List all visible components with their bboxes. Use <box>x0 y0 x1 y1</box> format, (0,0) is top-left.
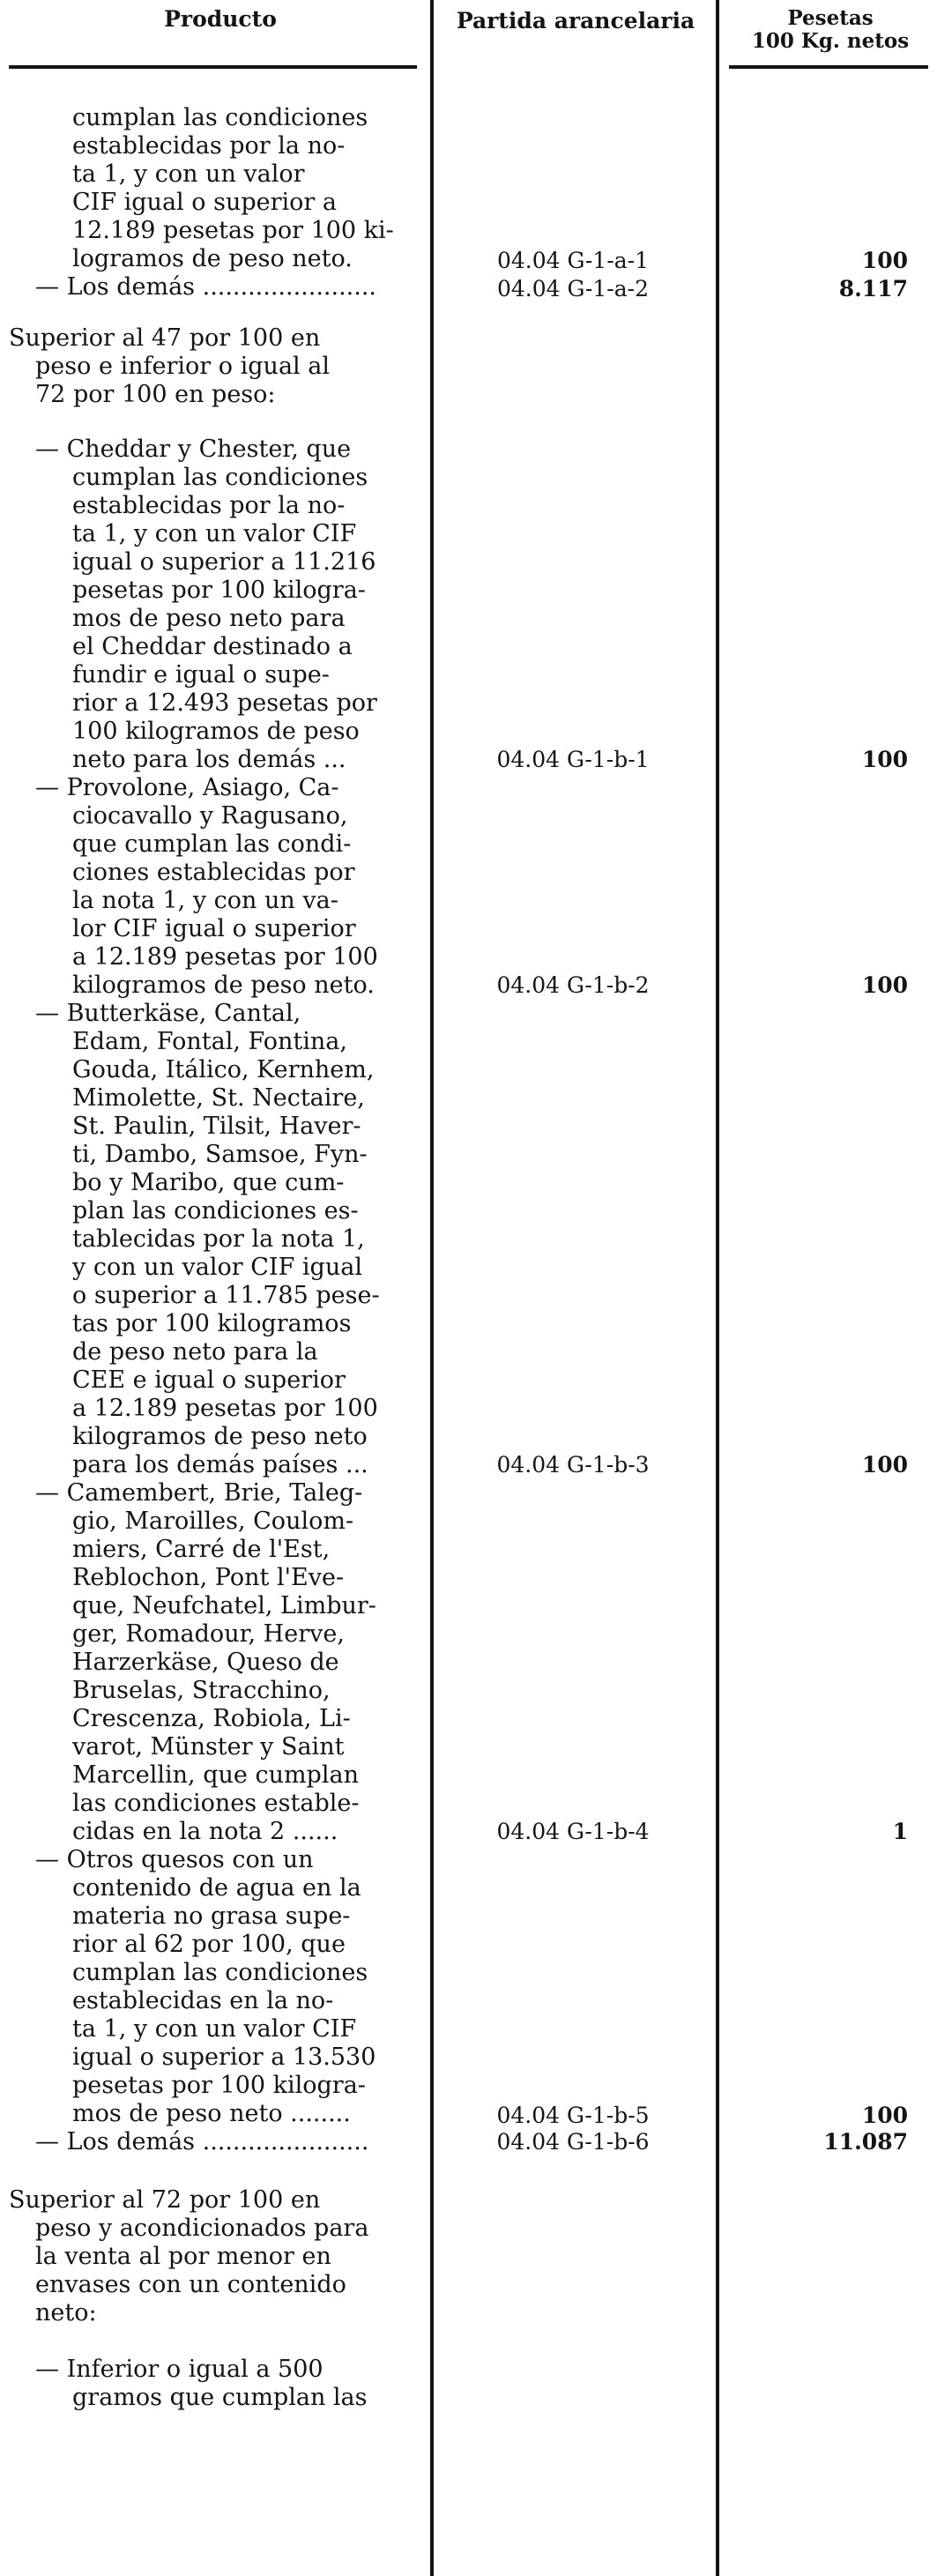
text-line: CEE e igual o superior <box>72 1366 346 1394</box>
text-line: Harzerkäse, Queso de <box>72 1649 339 1676</box>
text-line: bo y Maribo, que cum- <box>72 1169 345 1196</box>
text-line: cumplan las condiciones <box>72 104 368 131</box>
text-line: kilogramos de peso neto <box>72 1423 368 1450</box>
tariff-value: 100 <box>861 747 908 772</box>
header-rule-right <box>729 65 928 69</box>
text-line: tas por 100 kilogramos <box>72 1310 352 1337</box>
tariff-value: 1 <box>892 1819 908 1844</box>
tariff-code: 04.04 G-1-b-4 <box>496 1819 650 1844</box>
text-line: igual o superior a 11.216 <box>72 548 376 576</box>
text-line: 100 kilogramos de peso <box>72 718 360 745</box>
text-line: — Camembert, Brie, Taleg- <box>35 1479 363 1507</box>
text-line: fundir e igual o supe- <box>72 661 330 689</box>
text-line: ta 1, y con un valor CIF <box>72 2015 357 2043</box>
text-line: a 12.189 pesetas por 100 <box>72 943 378 971</box>
column-divider-left <box>430 0 434 2576</box>
header-rule-left <box>9 65 417 69</box>
header-pesetas-line2: 100 Kg. netos <box>751 29 910 53</box>
text-line: rior al 62 por 100, que <box>72 1931 346 1958</box>
text-line: establecidas por la no- <box>72 132 346 160</box>
text-line: o superior a 11.785 pese- <box>72 1282 380 1309</box>
text-line: 72 por 100 en peso: <box>35 381 276 408</box>
text-line: Superior al 47 por 100 en <box>9 324 321 352</box>
text-line: Crescenza, Robiola, Li- <box>72 1705 351 1732</box>
tariff-code: 04.04 G-1-b-2 <box>496 972 650 998</box>
text-line: varot, Münster y Saint <box>72 1733 345 1761</box>
text-line: logramos de peso neto. <box>72 245 353 272</box>
tariff-value: 100 <box>861 972 908 998</box>
text-line: ciocavallo y Ragusano, <box>72 802 348 830</box>
text-line: contenido de agua en la <box>72 1874 361 1902</box>
text-line: establecidas en la no- <box>72 1987 334 2014</box>
text-line: — Provolone, Asiago, Ca- <box>35 774 339 801</box>
text-line: Mimolette, St. Nectaire, <box>72 1084 365 1112</box>
text-line: CIF igual o superior a <box>72 189 337 216</box>
tariff-code: 04.04 G-1-b-1 <box>496 747 650 772</box>
text-line: gramos que cumplan las <box>72 2384 368 2411</box>
tariff-value: 100 <box>861 248 908 273</box>
text-line: la venta al por menor en <box>35 2243 331 2270</box>
tariff-code: 04.04 G-1-a-1 <box>496 248 649 273</box>
tariff-code: 04.04 G-1-b-6 <box>496 2129 650 2155</box>
header-partida-arancelaria: Partida arancelaria <box>456 8 695 34</box>
text-line: tablecidas por la nota 1, <box>72 1225 365 1253</box>
text-line: mos de peso neto para <box>72 605 346 632</box>
text-line: envases con un contenido <box>35 2271 346 2298</box>
tariff-value: 8.117 <box>838 276 908 302</box>
text-line: neto para los demás ... <box>72 746 346 773</box>
text-line: kilogramos de peso neto. <box>72 972 375 999</box>
text-line: pesetas por 100 kilogra- <box>72 2072 366 2099</box>
text-line: de peso neto para la <box>72 1338 318 1366</box>
text-line: pesetas por 100 kilogra- <box>72 577 366 604</box>
text-line: las condiciones estable- <box>72 1790 360 1817</box>
tariff-value: 100 <box>861 1452 908 1478</box>
tariff-code: 04.04 G-1-b-5 <box>496 2103 650 2128</box>
text-line: rior a 12.493 pesetas por <box>72 689 377 717</box>
text-line: Superior al 72 por 100 en <box>9 2186 321 2214</box>
text-line: neto: <box>35 2299 97 2327</box>
text-line: ger, Romadour, Herve, <box>72 1620 345 1648</box>
header-pesetas-line1: Pesetas <box>787 6 874 30</box>
text-line: — Los demás ...................... <box>35 2128 369 2155</box>
text-line: igual o superior a 13.530 <box>72 2044 376 2071</box>
text-line: peso e inferior o igual al <box>35 353 330 380</box>
text-line: St. Paulin, Tilsit, Haver- <box>72 1113 361 1140</box>
column-divider-right <box>716 0 719 2576</box>
tariff-code: 04.04 G-1-a-2 <box>496 276 649 302</box>
text-line: a 12.189 pesetas por 100 <box>72 1395 378 1422</box>
text-line: cidas en la nota 2 ...... <box>72 1818 338 1845</box>
text-line: gio, Maroilles, Coulom- <box>72 1508 354 1535</box>
text-line: cumplan las condiciones <box>72 1959 368 1986</box>
text-line: — Otros quesos con un <box>35 1846 314 1873</box>
text-line: ta 1, y con un valor CIF <box>72 520 357 547</box>
text-line: y con un valor CIF igual <box>72 1254 362 1281</box>
text-line: miers, Carré de l'Est, <box>72 1536 331 1563</box>
text-line: para los demás países ... <box>72 1451 368 1478</box>
text-line: ciones establecidas por <box>72 859 355 886</box>
text-line: plan las condiciones es- <box>72 1197 359 1225</box>
text-line: que, Neufchatel, Limbur- <box>72 1592 376 1619</box>
text-line: ta 1, y con un valor <box>72 160 305 188</box>
text-line: peso y acondicionados para <box>35 2215 369 2242</box>
text-line: lor CIF igual o superior <box>72 915 356 942</box>
text-line: — Los demás ....................... <box>35 273 377 301</box>
header-pesetas <box>726 7 934 53</box>
text-line: Reblochon, Pont l'Eve- <box>72 1564 345 1591</box>
text-line: establecidas por la no- <box>72 492 346 519</box>
text-line: la nota 1, y con un va- <box>72 887 338 914</box>
text-line: 12.189 pesetas por 100 ki- <box>72 217 394 244</box>
tariff-value: 11.087 <box>823 2129 908 2155</box>
text-line: el Cheddar destinado a <box>72 633 353 660</box>
text-line: Gouda, Itálico, Kernhem, <box>72 1056 375 1083</box>
text-line: ti, Dambo, Samsoe, Fyn- <box>72 1141 368 1168</box>
text-line: Marcellin, que cumplan <box>72 1761 359 1789</box>
text-line: — Cheddar y Chester, que <box>35 436 352 463</box>
header-producto: Producto <box>164 6 277 32</box>
text-line: Bruselas, Stracchino, <box>72 1677 331 1704</box>
tariff-value: 100 <box>861 2103 908 2128</box>
tariff-code: 04.04 G-1-b-3 <box>496 1452 650 1478</box>
text-line: — Butterkäse, Cantal, <box>35 1000 301 1027</box>
text-line: — Inferior o igual a 500 <box>35 2356 323 2383</box>
text-line: materia no grasa supe- <box>72 1902 351 1930</box>
text-line: que cumplan las condi- <box>72 830 352 858</box>
text-line: cumplan las condiciones <box>72 464 368 491</box>
text-line: mos de peso neto ........ <box>72 2100 351 2127</box>
text-line: Edam, Fontal, Fontina, <box>72 1028 347 1055</box>
